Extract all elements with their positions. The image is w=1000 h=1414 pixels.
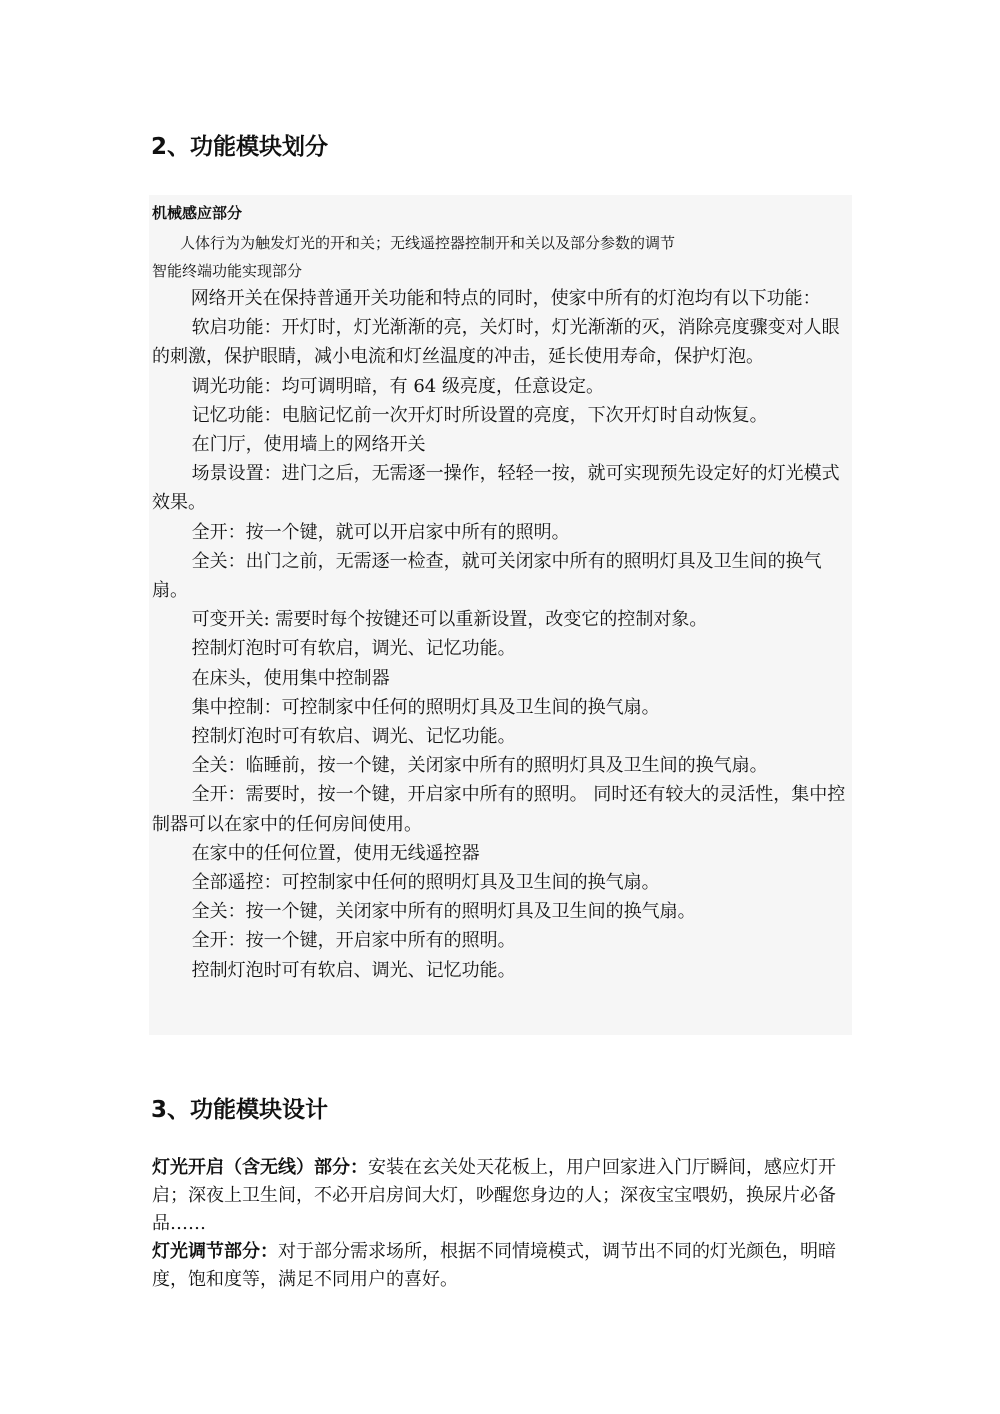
paragraph-dimming: 调光功能：均可调明暗，有 64 级亮度，任意设定。 [191,375,604,397]
design-item-lighting-on [152,1154,852,1238]
design-list [152,1154,852,1294]
paragraph-hallway: 在门厅，使用墙上的网络开关 [191,434,426,456]
paragraph-central-control: 集中控制：可控制家中任何的照明灯具及卫生间的换气扇。 [191,696,660,718]
paragraph-memory: 记忆功能：电脑记忆前一次开灯时所设置的亮度，下次开灯时自动恢复。 [191,404,768,426]
design-item-lighting-adjust [152,1238,852,1294]
design-item-label: 灯光开启（含无线）部分： [152,1157,368,1178]
design-item-label: 灯光调节部分： [152,1241,278,1262]
function-list [152,284,852,985]
paragraph-all-off: 全关：出门之前，无需逐一检查，就可关闭家中所有的照明灯具及卫生间的换气扇。 [152,550,822,602]
paragraph-intro: 网络开关在保持普通开关功能和特点的同时，使家中所有的灯泡均有以下功能： [190,288,821,309]
paragraph-all-on: 全开：按一个键，就可以开启家中所有的照明。 [191,521,570,543]
paragraph-bedside: 在床头，使用集中控制器 [191,667,390,689]
paragraph-remote-all: 全部遥控：可控制家中任何的照明灯具及卫生间的换气扇。 [191,872,660,894]
paragraph-central-all-on: 全开：需要时，按一个键，开启家中所有的照明。 同时还有较大的灵活性，集中控制器可以在家中的任何房间使用。 [152,784,846,835]
paragraph-variable-switch: 可变开关: 需要时每个按键还可以重新设置，改变它的控制对象。 [191,609,708,631]
mechanical-sensing-description: 人体行为为触发灯光的开和关；无线遥控器控制开和关以及部分参数的调节 [180,234,676,252]
smart-terminal-title: 智能终端功能实现部分 [152,262,303,280]
paragraph-bulb-control-3: 控制灯泡时可有软启、调光、记忆功能。 [191,959,516,981]
section-2-heading: 2、功能模块划分 [151,134,329,160]
section-3-heading: 3、功能模块设计 [151,1097,329,1123]
paragraph-bedtime-off: 全关：临睡前，按一个键，关闭家中所有的照明灯具及卫生间的换气扇。 [191,755,768,777]
paragraph-anywhere: 在家中的任何位置，使用无线遥控器 [191,842,480,864]
paragraph-bulb-control: 控制灯泡时可有软启，调光、记忆功能。 [191,638,516,660]
design-item-text: 安装在玄关处天花板上，用户回家进入门厅瞬间，感应灯开启；深夜上卫生间，不必开启房间大灯，吵醒您身边的人；深夜宝宝喂奶，换尿片必备品…… [152,1157,836,1234]
paragraph-scene: 场景设置：进门之后，无需逐一操作，轻轻一按，就可实现预先设定好的灯光模式效果。 [152,463,840,514]
paragraph-remote-off: 全关：按一个键，关闭家中所有的照明灯具及卫生间的换气扇。 [191,901,696,923]
mechanical-sensing-title: 机械感应部分 [152,204,243,222]
paragraph-bulb-control-2: 控制灯泡时可有软启、调光、记忆功能。 [191,726,516,748]
paragraph-remote-on: 全开：按一个键，开启家中所有的照明。 [191,930,516,952]
design-item-text: 对于部分需求场所，根据不同情境模式，调节出不同的灯光颜色，明暗度，饱和度等，满足不同用户的喜好。 [152,1241,836,1290]
paragraph-soft-start: 软启功能：开灯时，灯光渐渐的亮，关灯时，灯光渐渐的灭，消除亮度骤变对人眼的刺激，保护眼睛，减小电流和灯丝温度的冲击，延长使用寿命，保护灯泡。 [152,317,840,368]
